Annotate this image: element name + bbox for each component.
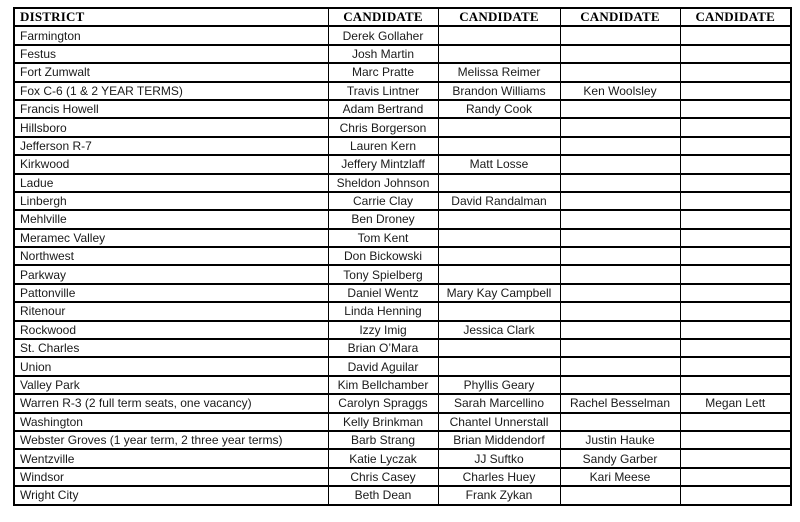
candidate-cell: Carrie Clay xyxy=(328,192,438,210)
candidate-cell: Rachel Besselman xyxy=(560,394,680,412)
candidate-cell xyxy=(680,118,791,136)
candidate-cell: Charles Huey xyxy=(438,468,560,486)
district-cell: Kirkwood xyxy=(14,155,328,173)
candidate-cell: Daniel Wentz xyxy=(328,284,438,302)
candidate-cell: Carolyn Spraggs xyxy=(328,394,438,412)
candidate-cell: Beth Dean xyxy=(328,486,438,504)
candidate-cell xyxy=(560,357,680,375)
district-cell: Washington xyxy=(14,413,328,431)
candidate-cell: Don Bickowski xyxy=(328,247,438,265)
district-cell: Wentzville xyxy=(14,449,328,467)
candidate-cell: Izzy Imig xyxy=(328,321,438,339)
header-row xyxy=(14,8,791,26)
candidate-cell xyxy=(560,192,680,210)
candidate-cell xyxy=(680,431,791,449)
candidate-cell: Kelly Brinkman xyxy=(328,413,438,431)
table-body xyxy=(14,26,791,504)
candidate-cell: Marc Pratte xyxy=(328,63,438,81)
candidate-cell xyxy=(680,63,791,81)
district-cell: Northwest xyxy=(14,247,328,265)
candidate-cell xyxy=(560,137,680,155)
candidate-cell xyxy=(680,82,791,100)
candidate-cell: Mary Kay Campbell xyxy=(438,284,560,302)
candidate-cell: Jessica Clark xyxy=(438,321,560,339)
table-row xyxy=(14,247,791,265)
table-row xyxy=(14,284,791,302)
candidate-cell: Jeffery Mintzlaff xyxy=(328,155,438,173)
candidate-cell xyxy=(438,265,560,283)
candidate-cell xyxy=(438,137,560,155)
candidate-cell: Lauren Kern xyxy=(328,137,438,155)
district-cell: Hillsboro xyxy=(14,118,328,136)
candidate-cell xyxy=(438,302,560,320)
candidate-cell xyxy=(560,155,680,173)
candidate-cell xyxy=(680,45,791,63)
district-cell: Festus xyxy=(14,45,328,63)
candidate-cell xyxy=(560,284,680,302)
table-row xyxy=(14,82,791,100)
candidate-cell xyxy=(680,486,791,504)
candidates-table xyxy=(13,7,792,506)
candidate-cell xyxy=(560,26,680,44)
district-cell: Ritenour xyxy=(14,302,328,320)
candidate-cell xyxy=(560,302,680,320)
table-row xyxy=(14,155,791,173)
candidate-cell: Randy Cook xyxy=(438,100,560,118)
candidate-cell: Brian Middendorf xyxy=(438,431,560,449)
candidate-cell xyxy=(680,376,791,394)
candidate-cell: Katie Lyczak xyxy=(328,449,438,467)
table-row xyxy=(14,376,791,394)
candidate-cell: JJ Suftko xyxy=(438,449,560,467)
district-cell: Jefferson R-7 xyxy=(14,137,328,155)
candidate-cell: Derek Gollaher xyxy=(328,26,438,44)
candidate-cell xyxy=(438,339,560,357)
table-row xyxy=(14,63,791,81)
table-row xyxy=(14,45,791,63)
candidate-cell xyxy=(680,357,791,375)
candidate-cell xyxy=(680,339,791,357)
candidate-cell xyxy=(680,284,791,302)
candidate-cell xyxy=(560,45,680,63)
candidate-cell: Chantel Unnerstall xyxy=(438,413,560,431)
district-cell: Farmington xyxy=(14,26,328,44)
column-header-candidate-2: CANDIDATE xyxy=(438,8,560,26)
table-row xyxy=(14,413,791,431)
candidate-cell: Chris Borgerson xyxy=(328,118,438,136)
candidate-cell xyxy=(680,302,791,320)
candidate-cell xyxy=(680,192,791,210)
candidate-cell: Josh Martin xyxy=(328,45,438,63)
candidate-cell xyxy=(560,265,680,283)
candidate-cell xyxy=(438,357,560,375)
table-row xyxy=(14,192,791,210)
district-cell: Warren R-3 (2 full term seats, one vacancy) xyxy=(14,394,328,412)
district-cell: Union xyxy=(14,357,328,375)
district-cell: Wright City xyxy=(14,486,328,504)
candidate-cell xyxy=(680,174,791,192)
candidate-cell: Megan Lett xyxy=(680,394,791,412)
table-row xyxy=(14,137,791,155)
candidate-cell: Sarah Marcellino xyxy=(438,394,560,412)
candidate-cell xyxy=(560,247,680,265)
candidate-cell: Barb Strang xyxy=(328,431,438,449)
candidate-cell: Linda Henning xyxy=(328,302,438,320)
table-row xyxy=(14,302,791,320)
district-cell: Mehlville xyxy=(14,210,328,228)
table-row xyxy=(14,431,791,449)
candidate-cell xyxy=(680,137,791,155)
table-row xyxy=(14,229,791,247)
district-cell: Valley Park xyxy=(14,376,328,394)
candidate-cell: Tom Kent xyxy=(328,229,438,247)
candidate-cell: Brandon Williams xyxy=(438,82,560,100)
district-cell: St. Charles xyxy=(14,339,328,357)
candidate-cell: Sandy Garber xyxy=(560,449,680,467)
candidate-cell xyxy=(680,247,791,265)
table-row xyxy=(14,486,791,504)
candidate-cell: Travis Lintner xyxy=(328,82,438,100)
table-row xyxy=(14,210,791,228)
candidate-cell xyxy=(680,413,791,431)
district-cell: Fox C-6 (1 & 2 YEAR TERMS) xyxy=(14,82,328,100)
district-cell: Ladue xyxy=(14,174,328,192)
candidate-cell: David Aguilar xyxy=(328,357,438,375)
district-cell: Meramec Valley xyxy=(14,229,328,247)
table-row xyxy=(14,468,791,486)
candidate-cell: Matt Losse xyxy=(438,155,560,173)
candidate-cell xyxy=(438,229,560,247)
district-cell: Linbergh xyxy=(14,192,328,210)
table-row xyxy=(14,357,791,375)
district-cell: Rockwood xyxy=(14,321,328,339)
candidate-cell xyxy=(560,118,680,136)
candidate-cell xyxy=(438,174,560,192)
table-row xyxy=(14,339,791,357)
table-row xyxy=(14,118,791,136)
candidate-cell xyxy=(680,468,791,486)
candidate-cell: Adam Bertrand xyxy=(328,100,438,118)
candidate-cell xyxy=(438,45,560,63)
candidate-cell: Brian O’Mara xyxy=(328,339,438,357)
candidate-cell: Ben Droney xyxy=(328,210,438,228)
candidate-cell: Melissa Reimer xyxy=(438,63,560,81)
candidate-cell xyxy=(680,26,791,44)
candidate-cell xyxy=(560,486,680,504)
candidate-cell xyxy=(560,413,680,431)
candidate-cell xyxy=(438,247,560,265)
candidate-cell xyxy=(560,229,680,247)
candidate-cell xyxy=(438,26,560,44)
candidate-cell xyxy=(560,174,680,192)
candidate-cell xyxy=(560,339,680,357)
district-cell: Pattonville xyxy=(14,284,328,302)
candidate-cell xyxy=(560,63,680,81)
candidate-cell xyxy=(560,321,680,339)
table-row xyxy=(14,265,791,283)
table-row xyxy=(14,321,791,339)
table-row xyxy=(14,174,791,192)
candidate-cell xyxy=(438,210,560,228)
table-row xyxy=(14,394,791,412)
district-cell: Parkway xyxy=(14,265,328,283)
candidate-cell: Frank Zykan xyxy=(438,486,560,504)
candidate-cell xyxy=(680,100,791,118)
district-cell: Fort Zumwalt xyxy=(14,63,328,81)
column-header-candidate-4: CANDIDATE xyxy=(680,8,791,26)
candidate-cell: Chris Casey xyxy=(328,468,438,486)
candidate-cell: Ken Woolsley xyxy=(560,82,680,100)
column-header-district: DISTRICT xyxy=(14,8,328,26)
candidate-cell: David Randalman xyxy=(438,192,560,210)
candidate-cell: Phyllis Geary xyxy=(438,376,560,394)
candidate-cell xyxy=(680,449,791,467)
candidate-cell: Kim Bellchamber xyxy=(328,376,438,394)
candidate-cell: Tony Spielberg xyxy=(328,265,438,283)
candidate-cell xyxy=(438,118,560,136)
district-cell: Francis Howell xyxy=(14,100,328,118)
candidate-cell: Kari Meese xyxy=(560,468,680,486)
candidate-cell xyxy=(560,210,680,228)
table-row xyxy=(14,449,791,467)
candidate-cell xyxy=(680,321,791,339)
column-header-candidate-1: CANDIDATE xyxy=(328,8,438,26)
candidate-cell xyxy=(560,376,680,394)
candidate-cell xyxy=(680,229,791,247)
candidate-cell xyxy=(680,265,791,283)
candidate-cell xyxy=(680,155,791,173)
candidate-cell: Justin Hauke xyxy=(560,431,680,449)
table-row xyxy=(14,26,791,44)
candidate-cell xyxy=(680,210,791,228)
district-cell: Windsor xyxy=(14,468,328,486)
table-row xyxy=(14,100,791,118)
column-header-candidate-3: CANDIDATE xyxy=(560,8,680,26)
candidate-cell: Sheldon Johnson xyxy=(328,174,438,192)
candidate-cell xyxy=(560,100,680,118)
district-cell: Webster Groves (1 year term, 2 three year terms) xyxy=(14,431,328,449)
